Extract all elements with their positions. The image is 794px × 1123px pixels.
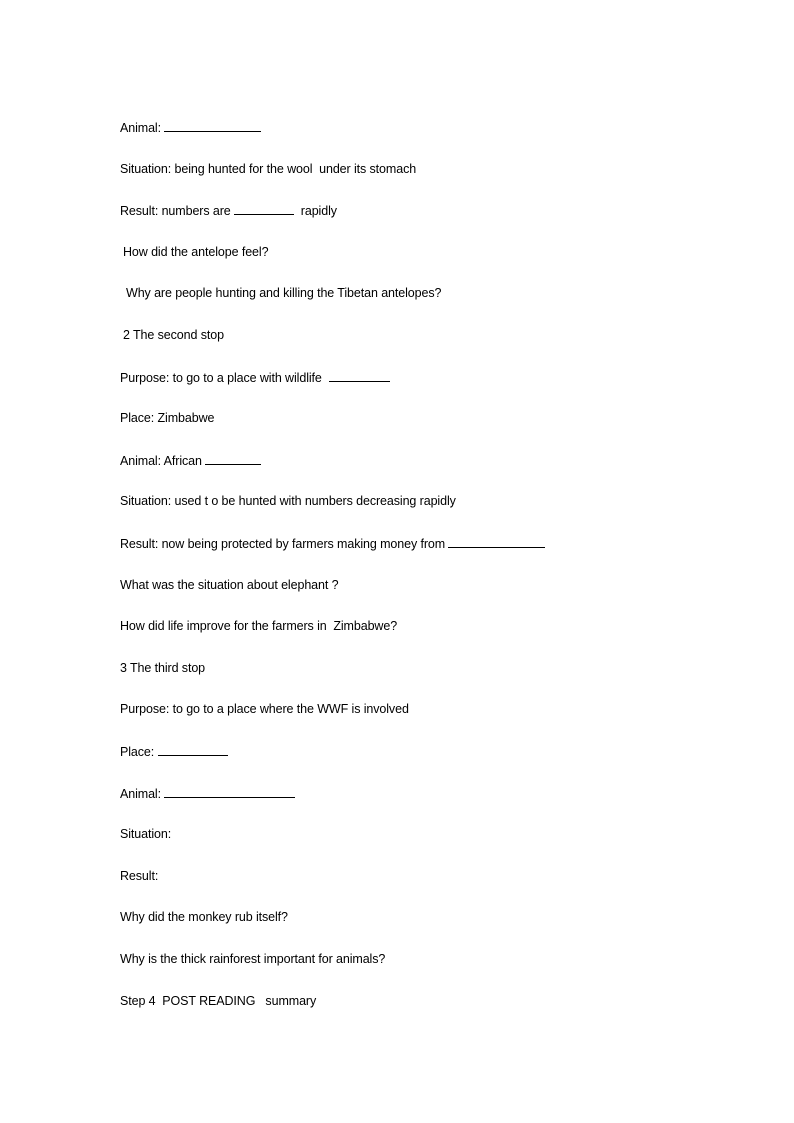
result-prefix: Result: numbers are: [120, 204, 231, 218]
purpose-blank-2: [329, 369, 390, 382]
result-line-3: Result:: [120, 869, 159, 883]
animal-prefix-2: Animal: African: [120, 454, 202, 468]
animal-line-1: [120, 119, 261, 136]
result-suffix: rapidly: [300, 204, 337, 218]
place-line-2: Place: Zimbabwe: [120, 411, 215, 425]
result-line-1: [120, 202, 337, 219]
purpose-line-3: Purpose: to go to a place where the WWF is involved: [120, 702, 409, 716]
situation-line-1: Situation: being hunted for the wool under its stomach: [120, 162, 417, 176]
third-stop-heading: 3 The third stop: [120, 661, 206, 675]
question-rainforest: Why is the thick rainforest important for animals?: [120, 952, 386, 966]
situation-line-2: Situation: used t o be hunted with numbers decreasing rapidly: [120, 494, 456, 508]
question-hunting: Why are people hunting and killing the Tibetan antelopes?: [126, 286, 442, 300]
place-line-3: [120, 743, 228, 760]
result-line-2: [120, 535, 545, 552]
animal-label-3: Animal:: [120, 787, 161, 801]
question-monkey: Why did the monkey rub itself?: [120, 910, 288, 924]
animal-blank-3: [164, 785, 295, 798]
question-antelope-feel: How did the antelope feel?: [123, 245, 269, 259]
animal-blank: [164, 119, 261, 132]
result-blank: [234, 202, 294, 215]
place-label-3: Place:: [120, 745, 155, 759]
animal-label: Animal:: [120, 121, 161, 135]
animal-line-2: [120, 452, 261, 469]
place-blank-3: [158, 743, 228, 756]
second-stop-heading: 2 The second stop: [123, 328, 224, 342]
purpose-prefix-2: Purpose: to go to a place with wildlife: [120, 371, 322, 385]
result-blank-2: [448, 535, 545, 548]
animal-line-3: [120, 785, 295, 802]
question-farmers-life: How did life improve for the farmers in Zimbabwe?: [120, 619, 398, 633]
situation-line-3: Situation:: [120, 827, 172, 841]
question-elephant: What was the situation about elephant ?: [120, 578, 339, 592]
purpose-line-2: [120, 369, 390, 386]
step4-heading: Step 4 POST READING summary: [120, 994, 317, 1008]
result-prefix-2: Result: now being protected by farmers making money from: [120, 537, 446, 551]
animal-blank-2: [205, 452, 261, 465]
